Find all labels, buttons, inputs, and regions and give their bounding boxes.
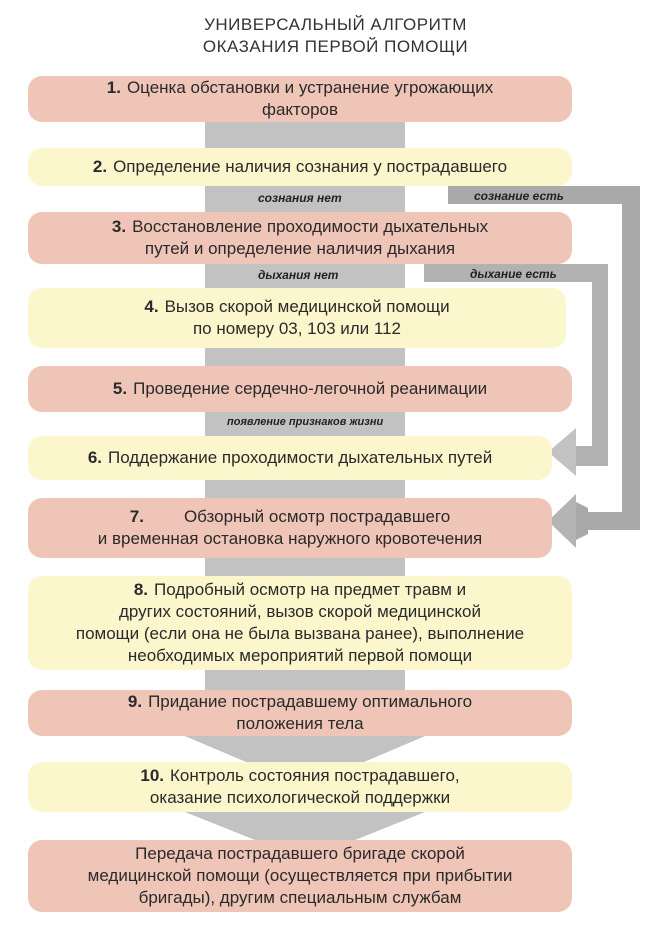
step-3-number: 3.: [111, 217, 127, 236]
step-9-line-1: Придание пострадавшему оптимального: [148, 692, 473, 711]
final-line-3: бригады), другим специальным службам: [138, 888, 462, 907]
step-8-number: 8.: [133, 580, 149, 599]
step-8-line-2: других состояний, вызов скорой медицинской: [118, 602, 481, 621]
step-4-box: [28, 288, 566, 348]
step-7-line-2: и временная остановка наружного кровотечения: [97, 529, 483, 548]
label-no-breathing: дыхания нет: [258, 268, 339, 282]
step-9-line-2: положения тела: [236, 714, 364, 733]
step-2-box: [28, 148, 572, 186]
label-signs-of-life: появление признаков жизни: [227, 416, 384, 428]
label-breathing-yes: дыхание есть: [470, 267, 557, 281]
step-1-line-2: факторов: [261, 100, 339, 119]
label-no-consciousness: сознания нет: [258, 191, 342, 205]
step-6-box: [28, 436, 552, 480]
step-9-number: 9.: [127, 692, 143, 711]
step-7-line-1: Обзорный осмотр пострадавшего: [183, 507, 451, 526]
step-10-box: [28, 762, 572, 812]
step-7-box: [28, 498, 552, 558]
step-4-line-1: Вызов скорой медицинской помощи: [164, 297, 450, 316]
step-2-number: 2.: [92, 157, 108, 176]
final-transfer-box: [28, 840, 572, 912]
step-5-line-1: Проведение сердечно-легочной реанимации: [133, 379, 488, 398]
step-1-box: [28, 76, 572, 122]
step-8-box: [28, 576, 572, 670]
step-3-box: [28, 212, 572, 264]
step-6-number: 6.: [87, 448, 102, 467]
step-6-line-1: Поддержание проходимости дыхательных путей: [108, 448, 493, 467]
step-8-line-3: помощи (если она не была вызвана ранее), выполнение: [75, 624, 525, 643]
step-7-number: 7.: [129, 507, 144, 526]
step-9-box: [28, 690, 572, 736]
label-consciousness-yes: сознание есть: [474, 189, 564, 203]
step-10-number: 10.: [140, 766, 164, 785]
step-8-line-4: необходимых мероприятий первой помощи: [127, 646, 473, 665]
step-4-line-2: по номеру 03, 103 или 112: [192, 319, 402, 338]
step-5-number: 5.: [112, 379, 128, 398]
step-1-number: 1.: [106, 78, 121, 97]
title-line-2: ОКАЗАНИЯ ПЕРВОЙ ПОМОЩИ: [202, 37, 469, 56]
step-5-box: [28, 366, 572, 412]
step-10-line-2: оказание психологической поддержки: [149, 788, 451, 807]
step-3-line-2: путей и определение наличия дыхания: [144, 239, 456, 258]
step-2-line-1: Определение наличия сознания у пострадавшего: [113, 157, 508, 176]
final-line-1: Передача пострадавшего бригаде скорой: [135, 844, 465, 863]
step-1-line-1: Оценка обстановки и устранение угрожающих: [126, 78, 494, 97]
title-line-1: УНИВЕРСАЛЬНЫЙ АЛГОРИТМ: [204, 15, 467, 34]
step-3-line-1: Восстановление проходимости дыхательных: [132, 217, 489, 236]
step-10-line-1: Контроль состояния пострадавшего,: [170, 766, 460, 785]
step-8-line-1: Подробный осмотр на предмет травм и: [154, 580, 467, 599]
step-4-number: 4.: [144, 297, 159, 316]
final-line-2: медицинской помощи (осуществляется при прибытии: [87, 866, 513, 885]
